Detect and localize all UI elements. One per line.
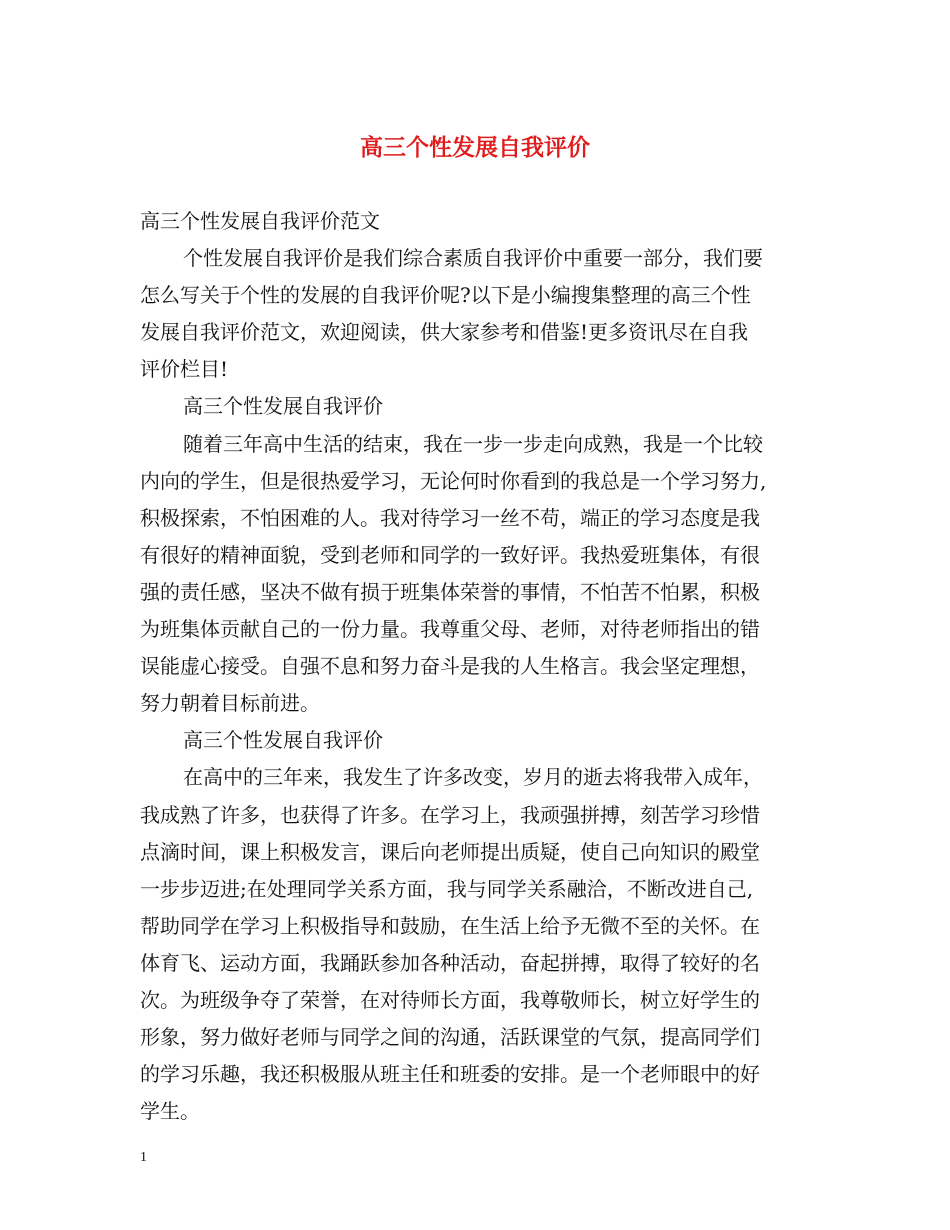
text-line: 怎么写关于个性的发展的自我评价呢?以下是小编搜集整理的高三个性 xyxy=(140,283,751,308)
text-line: 强的责任感，坚决不做有损于班集体荣誉的事情，不怕苦不怕累，积极 xyxy=(140,579,760,604)
text-line: 评价栏目! xyxy=(140,357,229,382)
text-line: 积极探索，不怕困难的人。我对待学习一丝不苟，端正的学习态度是我 xyxy=(140,505,760,530)
text-line: 有很好的精神面貌，受到老师和同学的一致好评。我热爱班集体，有很 xyxy=(140,542,760,567)
text-line: 内向的学生，但是很热爱学习，无论何时你看到的我总是一个学习努力, xyxy=(140,468,767,493)
section-heading: 高三个性发展自我评价 xyxy=(183,394,383,419)
text-line: 一步步迈进;在处理同学关系方面，我与同学关系融洽，不断改进自己, xyxy=(140,876,754,901)
text-line: 随着三年高中生活的结束，我在一步一步走向成熟，我是一个比较 xyxy=(183,431,763,456)
text-line: 形象，努力做好老师与同学之间的沟通，活跃课堂的气氛，提高同学们 xyxy=(140,1025,760,1050)
text-line: 为班集体贡献自己的一份力量。我尊重父母、老师，对待老师指出的错 xyxy=(140,617,760,642)
text-line: 发展自我评价范文，欢迎阅读，供大家参考和借鉴!更多资讯尽在自我 xyxy=(140,320,749,345)
text-line: 的学习乐趣，我还积极服从班主任和班委的安排。是一个老师眼中的好 xyxy=(140,1062,760,1087)
text-line: 学生。 xyxy=(140,1099,200,1124)
text-line-subtitle: 高三个性发展自我评价范文 xyxy=(140,209,380,233)
text-line: 帮助同学在学习上积极指导和鼓励，在生活上给予无微不至的关怀。在 xyxy=(140,913,760,938)
text-line: 在高中的三年来，我发生了许多改变，岁月的逝去将我带入成年， xyxy=(183,765,763,790)
text-line: 体育飞、运动方面，我踊跃参加各种活动，奋起拼搏，取得了较好的名 xyxy=(140,950,760,975)
text-line: 个性发展自我评价是我们综合素质自我评价中重要一部分，我们要 xyxy=(183,246,763,271)
page-number: 1 xyxy=(140,1150,147,1165)
text-line: 误能虚心接受。自强不息和努力奋斗是我的人生格言。我会坚定理想， xyxy=(140,654,760,679)
section-heading: 高三个性发展自我评价 xyxy=(183,728,383,753)
text-line: 点滴时间，课上积极发言，课后向老师提出质疑，使自己向知识的殿堂 xyxy=(140,839,760,864)
document-body xyxy=(140,203,815,1130)
document-title: 高三个性发展自我评价 xyxy=(360,134,590,161)
text-line: 次。为班级争夺了荣誉，在对待师长方面，我尊敬师长，树立好学生的 xyxy=(140,987,760,1012)
text-line: 我成熟了许多，也获得了许多。在学习上，我顽强拼搏，刻苦学习珍惜 xyxy=(140,802,760,827)
text-line: 努力朝着目标前进。 xyxy=(140,691,320,716)
